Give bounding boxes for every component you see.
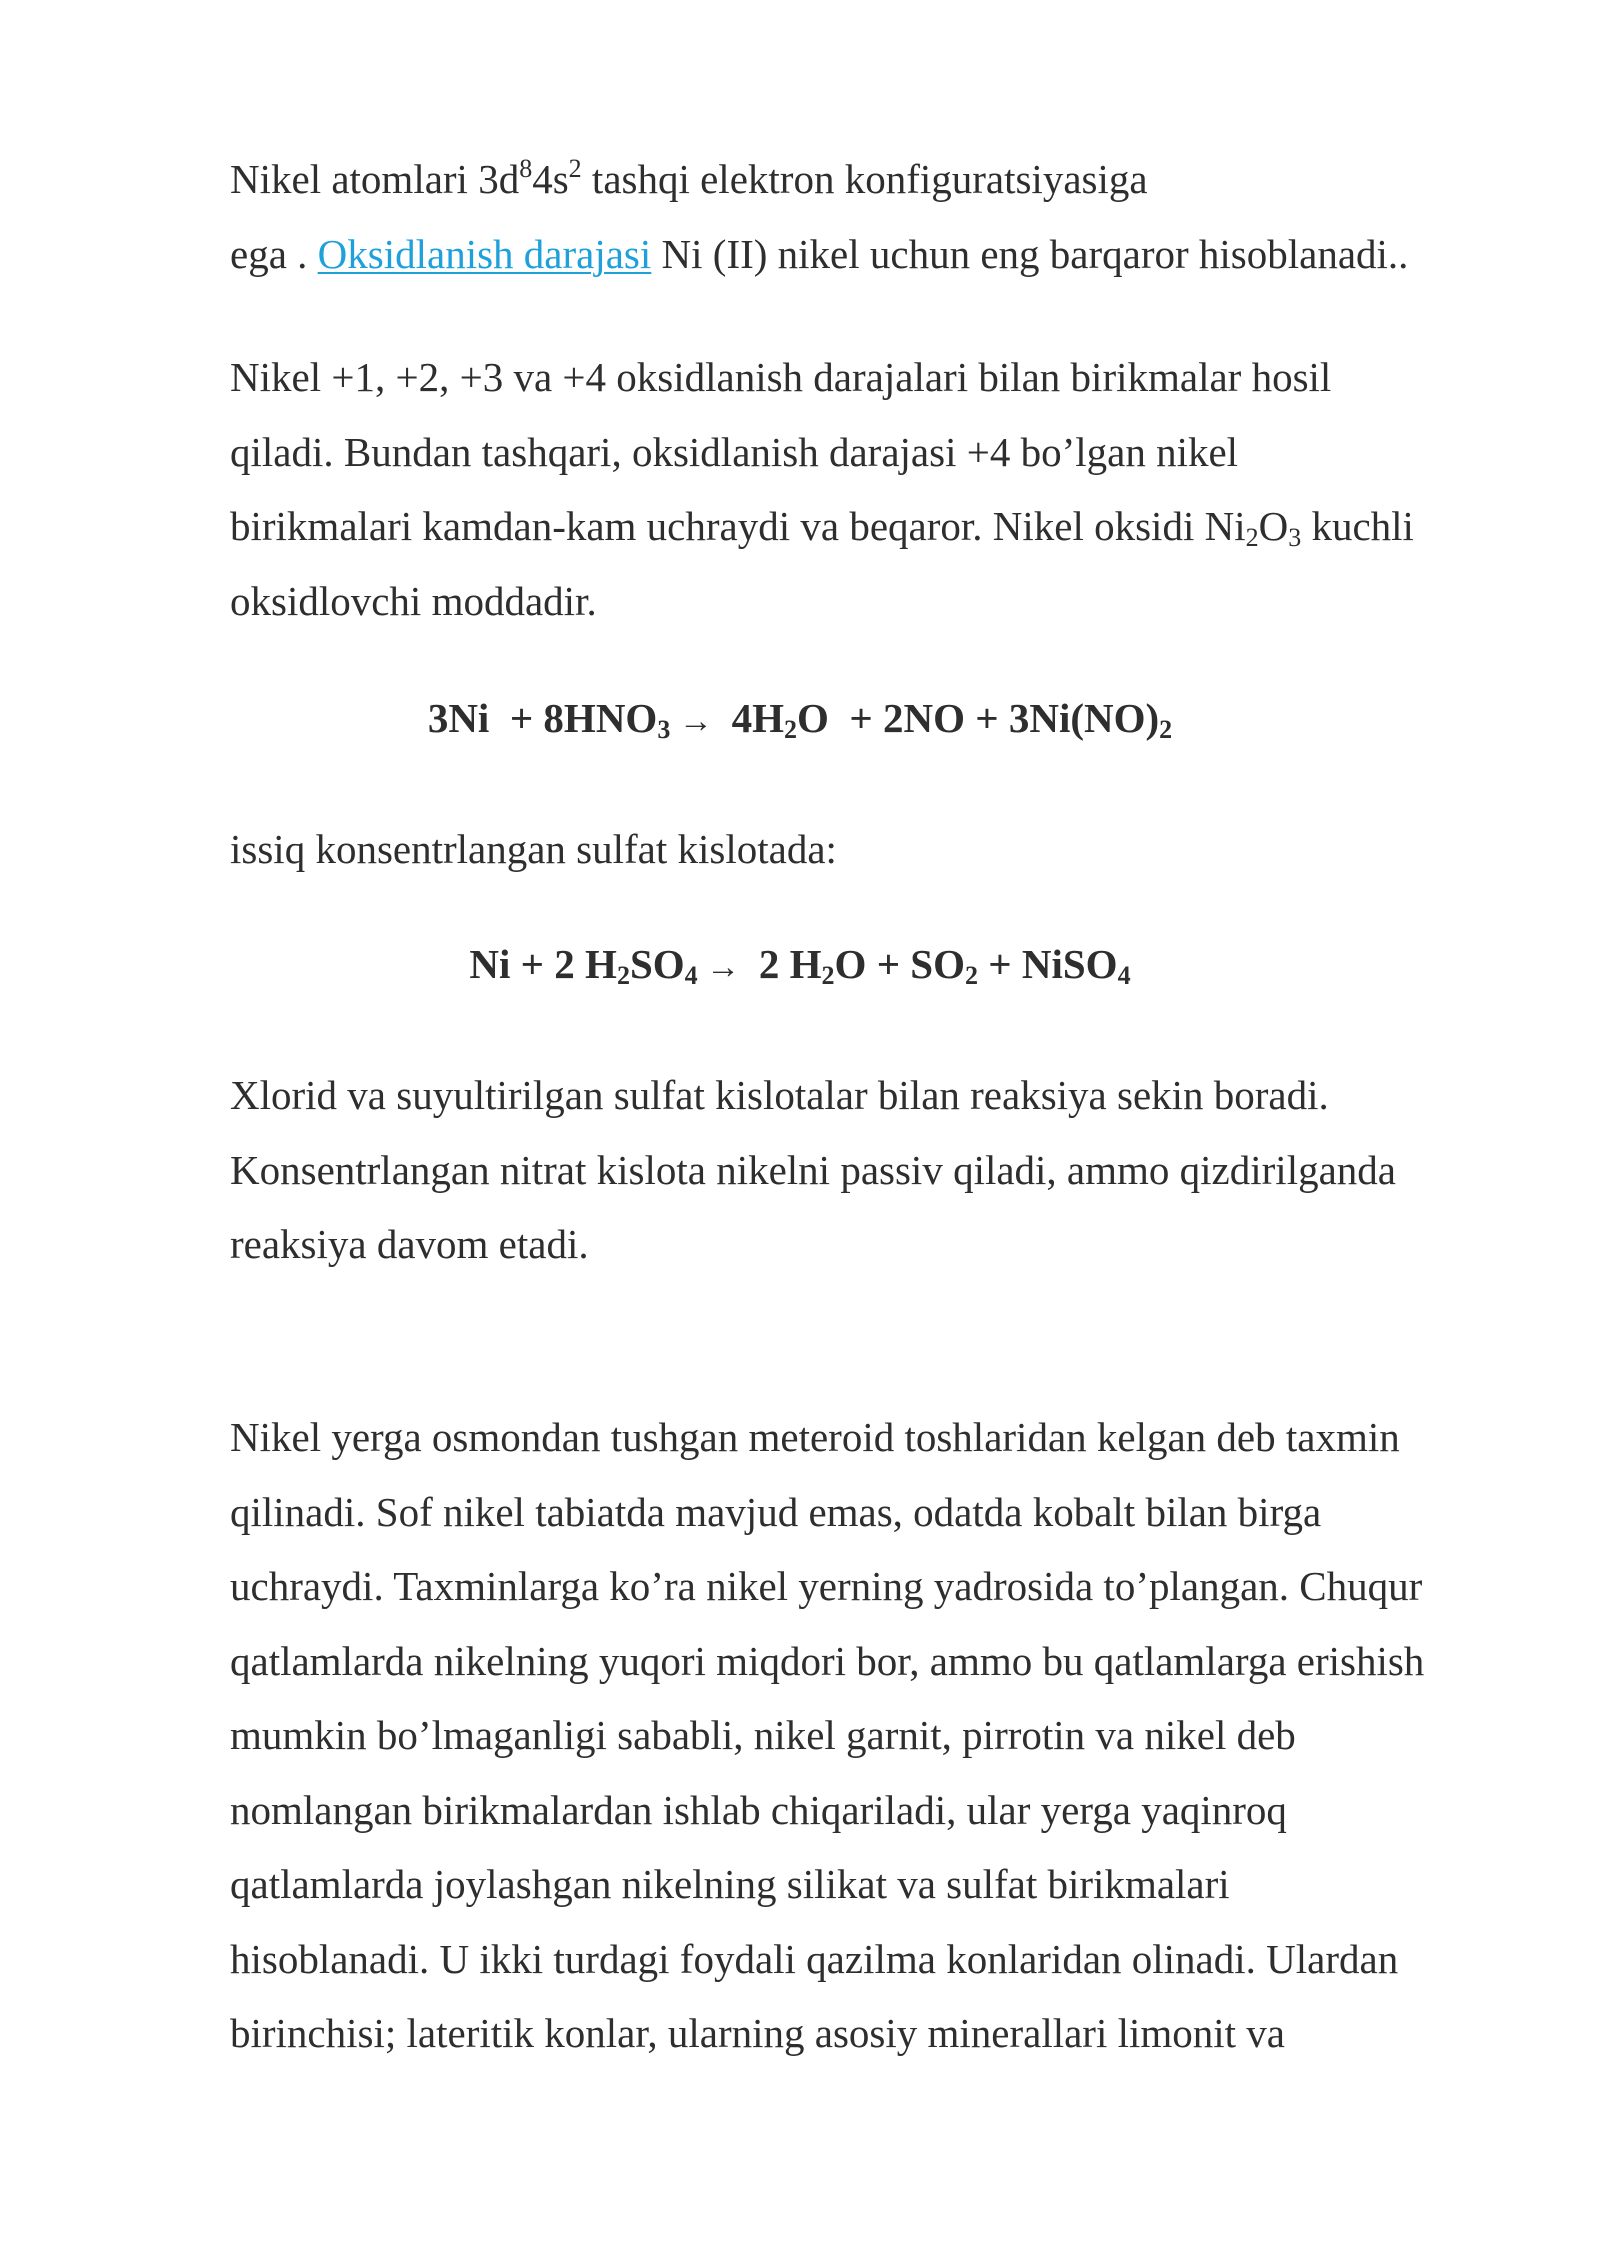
- eq-part: + NiSO: [978, 941, 1118, 987]
- eq-part: Ni + 2 H: [469, 941, 617, 987]
- text-run: Ni (II) nikel uchun eng barqaror hisoblanadi..: [651, 230, 1409, 277]
- equation-sulfuric-acid: [0, 940, 1600, 988]
- text-line: issiq konsentrlangan sulfat kislotada:: [230, 826, 837, 872]
- paragraph-reaction-notes: [230, 1058, 1500, 1282]
- text-line: Nikel +1, +2, +3 va +4 oksidlanish darajalari bilan birikmalar hosil: [230, 354, 1332, 400]
- text-line: [230, 217, 1500, 292]
- text-line: oksidlovchi moddadir.: [230, 577, 597, 624]
- text-line: qatlamlarda nikelning yuqori miqdori bor, ammo bu qatlamlarga erishish: [230, 1637, 1425, 1684]
- text-line: qilinadi. Sof nikel tabiatda mavjud emas, odatda kobalt bilan birga: [230, 1488, 1322, 1535]
- oksidlanish-darajasi-link[interactable]: Oksidlanish darajasi: [317, 230, 652, 277]
- text-run: tashqi elektron konfiguratsiyasiga: [581, 156, 1148, 202]
- paragraph-electron-config: [230, 142, 1500, 291]
- paragraph-sulfuric-intro: [230, 812, 1500, 887]
- reaction-arrow: →: [697, 949, 749, 986]
- eq-part: O + SO: [834, 941, 965, 987]
- text-line: Konsentrlangan nitrat kislota nikelni passiv qiladi, ammo qizdirilganda: [230, 1146, 1396, 1193]
- subscript: 2: [1159, 715, 1173, 744]
- text-line: birinchisi; lateritik konlar, ularning asosiy minerallari limonit va: [230, 2010, 1286, 2056]
- text-line: Nikel yerga osmondan tushgan meteroid toshlaridan kelgan deb taxmin: [230, 1414, 1400, 1460]
- eq-part: O + 2NO + 3Ni(NO): [796, 695, 1160, 741]
- text-line: hisoblanadi. U ikki turdagi foydali qazilma konlaridan olinadi. Ulardan: [230, 1935, 1399, 1982]
- text-line: reaksiya davom etadi.: [230, 1221, 589, 1267]
- text-line: qiladi. Bundan tashqari, oksidlanish darajasi +4 bo’lgan nikel: [230, 428, 1239, 475]
- text-run: O: [1258, 503, 1289, 549]
- subscript: 4: [1117, 961, 1131, 990]
- text-line: nomlangan birikmalardan ishlab chiqariladi, ular yerga yaqinroq: [230, 1786, 1287, 1833]
- paragraph-nickel-origin: [230, 1400, 1500, 2071]
- reaction-arrow: →: [670, 703, 722, 740]
- text-run: 4s: [532, 156, 569, 202]
- eq-part: SO: [629, 941, 685, 987]
- eq-part: 4H: [721, 695, 784, 741]
- text-run: kuchli: [1301, 503, 1414, 549]
- text-line: [230, 489, 1500, 564]
- subscript: 3: [657, 715, 671, 744]
- subscript: 3: [1288, 523, 1302, 552]
- subscript: 2: [616, 961, 630, 990]
- equation-nitric-acid: [0, 694, 1600, 742]
- text-line: uchraydi. Taxminlarga ko’ra nikel yerning yadrosida to’plangan. Chuqur: [230, 1563, 1423, 1609]
- superscript: 2: [568, 154, 582, 183]
- superscript: 8: [519, 154, 533, 183]
- subscript: 2: [965, 961, 978, 990]
- subscript: 2: [1245, 523, 1259, 552]
- eq-part: 2 H: [748, 941, 822, 987]
- text-line: qatlamlarda joylashgan nikelning silikat va sulfat birikmalari: [230, 1861, 1230, 1907]
- eq-part: 3Ni + 8HNO: [427, 695, 658, 741]
- text-run: Nikel atomlari 3d: [230, 156, 520, 202]
- text-run: birikmalari kamdan-kam uchraydi va beqaror. Nikel oksidi Ni: [230, 503, 1246, 549]
- text-run: ega .: [230, 230, 318, 277]
- subscript: 2: [821, 961, 835, 990]
- subscript: 2: [783, 715, 797, 744]
- text-line: [230, 142, 1500, 217]
- text-line: mumkin bo’lmaganligi sababli, nikel garnit, pirrotin va nikel deb: [230, 1712, 1296, 1758]
- paragraph-oxidation-states: [230, 340, 1500, 638]
- subscript: 4: [684, 961, 698, 990]
- text-line: Xlorid va suyultirilgan sulfat kislotalar bilan reaksiya sekin boradi.: [230, 1072, 1329, 1118]
